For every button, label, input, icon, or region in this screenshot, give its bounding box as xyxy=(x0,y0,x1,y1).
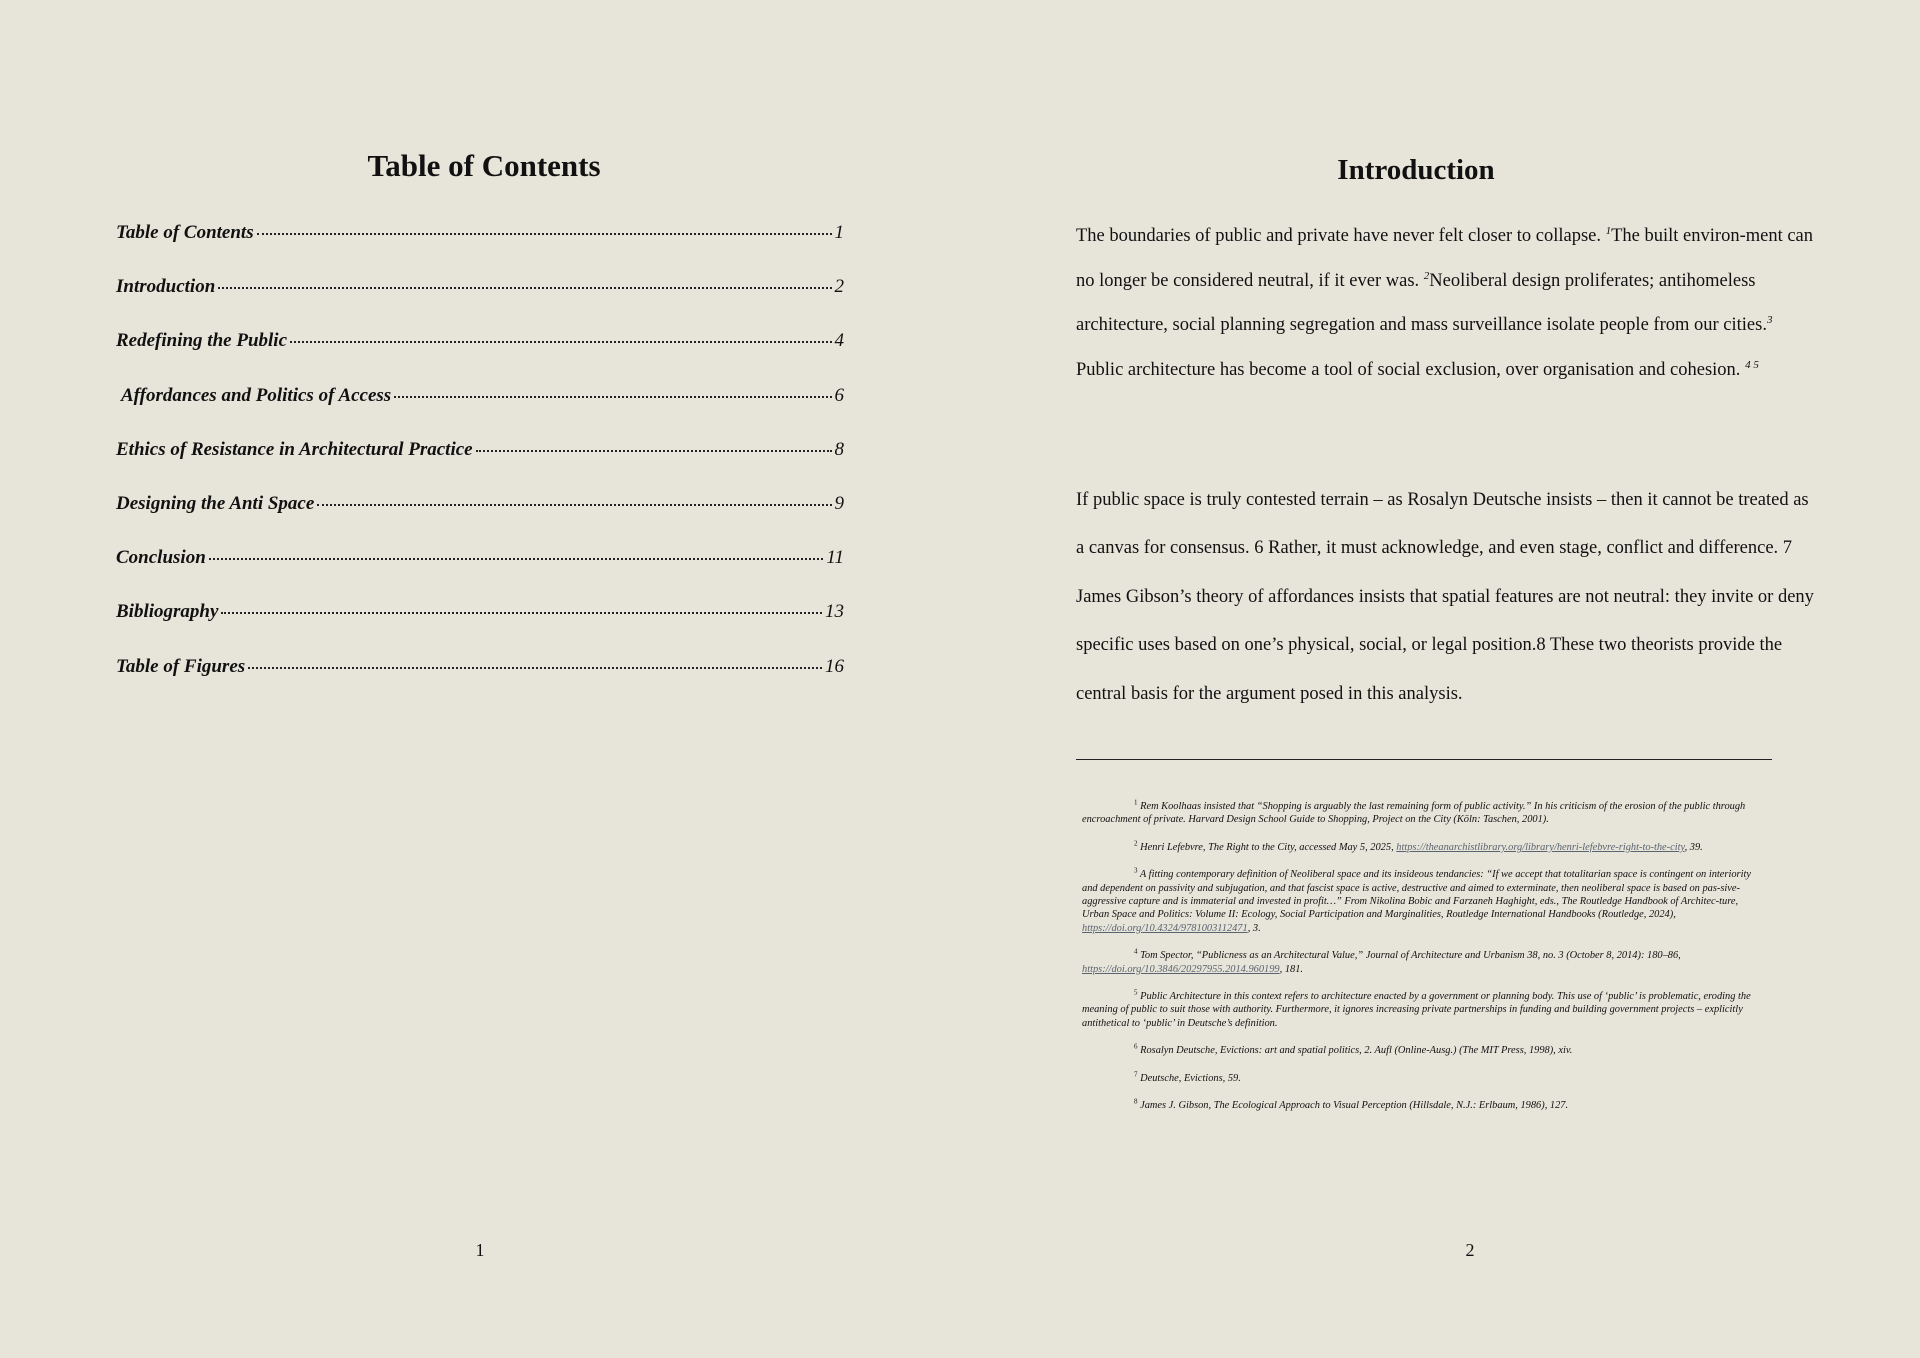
footnotes xyxy=(1082,800,1764,1127)
toc-entry-label: Bibliography xyxy=(116,601,219,623)
toc-entry-label: Redefining the Public xyxy=(116,330,287,352)
toc-entry[interactable] xyxy=(116,656,844,710)
toc-entry-page: 1 xyxy=(834,222,844,243)
footnote-text: , 181. xyxy=(1279,963,1304,975)
toc-entry-page: 13 xyxy=(825,601,844,623)
toc-entry-label: Conclusion xyxy=(116,547,206,569)
toc-entry-label: Affordances and Politics of Access xyxy=(121,384,392,406)
footnote-text: James J. Gibson, The Ecological Approach to Visual Perception (Hillsdale, N.J.: Erlbaum, 1986), 127. xyxy=(1140,1100,1569,1112)
footnote xyxy=(1082,868,1764,935)
footnote-number: 3 xyxy=(1134,866,1138,875)
toc-entry-page: 9 xyxy=(834,492,844,514)
sentence: The built environ-ment can no longer be considered neutral, if it ever was. xyxy=(1076,226,1814,291)
footnote-text: Rem Koolhaas insisted that “Shopping is arguably the last remaining form of public activity.” In his criticism of the erosion of the public through encroachment of private. Harvard Design School Guide to Shopping, Project on the City (Köln: Taschen, 2001). xyxy=(1082,801,1746,826)
page-number: 1 xyxy=(475,1240,485,1260)
toc-dot-leader xyxy=(476,450,832,452)
footnote-text: , 3. xyxy=(1247,922,1261,934)
footnote-number: 1 xyxy=(1134,798,1138,807)
footnote-ref[interactable]: 4 5 xyxy=(1745,358,1759,371)
footnote-text: Rosalyn Deutsche, Evictions: art and spatial politics, 2. Aufl (Online-Ausg.) (The MIT Press, 1998), xiv. xyxy=(1140,1045,1573,1057)
toc-entry-label: Table of Contents xyxy=(116,222,254,243)
footnote-link[interactable]: https://doi.org/10.4324/9781003112471 xyxy=(1082,922,1248,934)
toc-entry-label: Designing the Anti Space xyxy=(116,492,315,514)
toc-entry[interactable] xyxy=(116,493,844,547)
footnote-text: A fitting contemporary definition of Neoliberal space and its insideous tendancies: “If we accept that totalitarian space is contingent on interiority and dependent on passivity and subjugation, and that fascist space is active, destructive and aimed to exterminate, then neoliberal space is based on pas-sive-aggressive capture and is immaterial and invested in profit…” From Nikolina Bobic and Farzaneh Haghight, eds., The Routledge Handbook of Architec-ture, Urban Space and Politics: Volume II: Ecology, Social Participation and Marginalities, Routledge International Handbooks (Routledge, 2024), xyxy=(1082,869,1751,921)
footnote xyxy=(1082,1099,1764,1112)
footnote xyxy=(1082,990,1764,1030)
sentence: Neoliberal design proliferates; antihomeless architecture, social planning segregation and mass surveillance isolate people from our cities. xyxy=(1076,270,1767,336)
footnote-link[interactable]: https://theanarchistlibrary.org/library/henri-lefebvre-right-to-the-city xyxy=(1396,841,1685,853)
page-number: 2 xyxy=(1465,1240,1475,1260)
footnote-text: Public Architecture in this context refers to architecture enacted by a government or planning body. This use of ‘public’ is problematic, eroding the meaning of public to suit those with authority. Furthermore, it ignores increasing private partnerships in funding and building government projects – explicitly antithetical to ‘public’ in Deutsche’s definition. xyxy=(1082,991,1751,1029)
footnote-number: 2 xyxy=(1134,839,1138,848)
body-paragraph xyxy=(1076,214,1816,393)
footnote-separator xyxy=(1076,759,1772,760)
right-page xyxy=(960,0,1920,1358)
footnote-link[interactable]: https://doi.org/10.3846/20297955.2014.960199 xyxy=(1082,963,1280,975)
toc-dot-leader xyxy=(317,504,831,506)
footnote-text: , 39. xyxy=(1684,841,1703,853)
toc-entry[interactable] xyxy=(116,330,844,384)
footnote-number: 7 xyxy=(1134,1070,1138,1079)
toc-entry[interactable] xyxy=(116,601,844,655)
footnote xyxy=(1082,1072,1764,1085)
sentence: Public architecture has become a tool of social exclusion, over organisation and cohesion. xyxy=(1076,360,1741,381)
toc-dot-leader xyxy=(257,233,832,235)
toc-title: Table of Contents xyxy=(367,148,601,183)
toc-entry-label: Table of Figures xyxy=(116,655,246,677)
footnote-ref[interactable]: 1 xyxy=(1605,224,1612,237)
footnote-number: 4 xyxy=(1134,947,1138,956)
toc-dot-leader xyxy=(290,341,832,343)
toc-entry[interactable] xyxy=(116,547,844,601)
toc-entry-page: 2 xyxy=(834,276,844,298)
toc-list xyxy=(116,222,844,710)
section-title: Introduction xyxy=(1337,154,1495,186)
footnote xyxy=(1082,1044,1764,1057)
footnote-number: 5 xyxy=(1134,988,1138,997)
footnote-number: 6 xyxy=(1134,1042,1138,1051)
sentence: The boundaries of public and private have never felt closer to collapse. xyxy=(1076,226,1601,246)
toc-entry-page: 16 xyxy=(825,655,844,677)
toc-dot-leader xyxy=(221,612,822,614)
toc-entry-page: 11 xyxy=(826,547,844,569)
footnote xyxy=(1082,800,1764,827)
toc-entry-page: 6 xyxy=(834,384,844,406)
footnote-ref[interactable]: 2 xyxy=(1423,269,1430,282)
toc-entry-page: 4 xyxy=(834,330,844,352)
footnote-text: Tom Spector, “Publicness as an Architectural Value,” Journal of Architecture and Urbanism 38, no. 3 (October 8, 2014): 180–86, xyxy=(1140,950,1681,962)
toc-dot-leader xyxy=(218,287,831,289)
footnote-number: 8 xyxy=(1134,1097,1138,1106)
footnote xyxy=(1082,949,1764,976)
toc-entry[interactable] xyxy=(116,385,844,439)
body-paragraph: If public space is truly contested terrain – as Rosalyn Deutsche insists – then it cannot be treated as a canvas for consensus. 6 Rather, it must acknowledge, and even stage, conflict and difference. 7 James Gibson’s theory of affordances insists that spatial features are not neutral: they invite or deny specific uses based on one’s physical, social, or legal position.8 These two theorists provide the central basis for the argument posed in this analysis. xyxy=(1076,490,1814,704)
toc-entry[interactable] xyxy=(116,439,844,493)
footnote-text: Henri Lefebvre, The Right to the City, accessed May 5, 2025, xyxy=(1140,841,1397,853)
footnote xyxy=(1082,841,1764,854)
toc-entry[interactable] xyxy=(116,276,844,330)
toc-entry-page: 8 xyxy=(834,438,844,460)
toc-dot-leader xyxy=(248,667,822,669)
footnote-text: Deutsche, Evictions, 59. xyxy=(1140,1072,1241,1084)
toc-entry-label: Ethics of Resistance in Architectural Practice xyxy=(116,438,473,460)
toc-entry[interactable] xyxy=(116,222,844,276)
footnote-ref[interactable]: 3 xyxy=(1766,314,1773,327)
toc-dot-leader xyxy=(394,396,831,398)
toc-dot-leader xyxy=(209,558,824,560)
toc-entry-label: Introduction xyxy=(116,276,216,298)
